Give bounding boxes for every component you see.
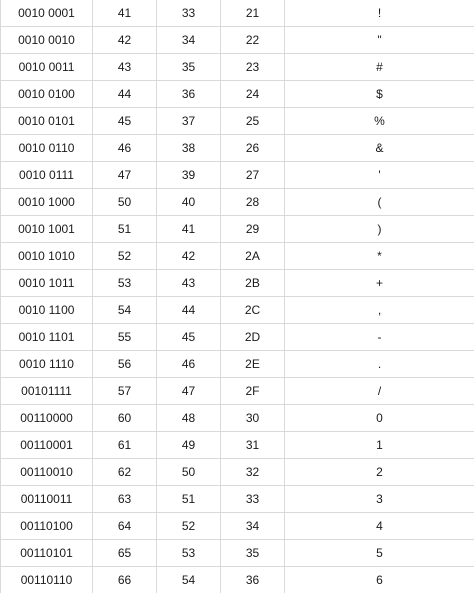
hex-cell: 24	[221, 81, 285, 108]
octal-cell: 47	[93, 162, 157, 189]
table-row	[1, 405, 474, 432]
hex-cell: 34	[221, 513, 285, 540]
glyph-cell: $	[285, 81, 474, 108]
decimal-cell: 46	[157, 351, 221, 378]
binary-cell: 00101111	[1, 378, 93, 405]
table-row	[1, 108, 474, 135]
hex-cell: 36	[221, 567, 285, 593]
binary-cell: 0010 0001	[1, 0, 93, 27]
table-row	[1, 378, 474, 405]
binary-cell: 0010 0101	[1, 108, 93, 135]
hex-cell: 2B	[221, 270, 285, 297]
glyph-cell: "	[285, 27, 474, 54]
octal-cell: 64	[93, 513, 157, 540]
decimal-cell: 54	[157, 567, 221, 593]
hex-cell: 21	[221, 0, 285, 27]
decimal-cell: 47	[157, 378, 221, 405]
table-row	[1, 324, 474, 351]
glyph-cell: %	[285, 108, 474, 135]
decimal-cell: 39	[157, 162, 221, 189]
glyph-cell: 6	[285, 567, 474, 593]
binary-cell: 00110011	[1, 486, 93, 513]
octal-cell: 52	[93, 243, 157, 270]
glyph-cell: 1	[285, 432, 474, 459]
decimal-cell: 50	[157, 459, 221, 486]
binary-cell: 0010 1010	[1, 243, 93, 270]
table-row	[1, 567, 474, 593]
octal-cell: 46	[93, 135, 157, 162]
octal-cell: 62	[93, 459, 157, 486]
binary-cell: 0010 1100	[1, 297, 93, 324]
table-row	[1, 135, 474, 162]
binary-cell: 00110001	[1, 432, 93, 459]
glyph-cell: 3	[285, 486, 474, 513]
table-row	[1, 513, 474, 540]
table-row	[1, 270, 474, 297]
binary-cell: 0010 1000	[1, 189, 93, 216]
table-row	[1, 189, 474, 216]
hex-cell: 29	[221, 216, 285, 243]
table-row	[1, 216, 474, 243]
binary-cell: 0010 1001	[1, 216, 93, 243]
decimal-cell: 38	[157, 135, 221, 162]
glyph-cell: /	[285, 378, 474, 405]
decimal-cell: 43	[157, 270, 221, 297]
table-row	[1, 351, 474, 378]
hex-cell: 23	[221, 54, 285, 81]
octal-cell: 60	[93, 405, 157, 432]
hex-cell: 26	[221, 135, 285, 162]
decimal-cell: 52	[157, 513, 221, 540]
table-row	[1, 486, 474, 513]
decimal-cell: 36	[157, 81, 221, 108]
binary-cell: 0010 0100	[1, 81, 93, 108]
octal-cell: 43	[93, 54, 157, 81]
binary-cell: 0010 1101	[1, 324, 93, 351]
binary-cell: 00110100	[1, 513, 93, 540]
decimal-cell: 53	[157, 540, 221, 567]
hex-cell: 2D	[221, 324, 285, 351]
glyph-cell: 4	[285, 513, 474, 540]
hex-cell: 22	[221, 27, 285, 54]
hex-cell: 27	[221, 162, 285, 189]
hex-cell: 25	[221, 108, 285, 135]
octal-cell: 65	[93, 540, 157, 567]
decimal-cell: 33	[157, 0, 221, 27]
binary-cell: 0010 1011	[1, 270, 93, 297]
glyph-cell: 0	[285, 405, 474, 432]
hex-cell: 35	[221, 540, 285, 567]
octal-cell: 53	[93, 270, 157, 297]
table-row	[1, 297, 474, 324]
glyph-cell: !	[285, 0, 474, 27]
table-row	[1, 27, 474, 54]
table-row	[1, 432, 474, 459]
hex-cell: 2F	[221, 378, 285, 405]
octal-cell: 61	[93, 432, 157, 459]
glyph-cell: &	[285, 135, 474, 162]
table-row	[1, 0, 474, 27]
decimal-cell: 45	[157, 324, 221, 351]
decimal-cell: 51	[157, 486, 221, 513]
glyph-cell: )	[285, 216, 474, 243]
glyph-cell: #	[285, 54, 474, 81]
decimal-cell: 40	[157, 189, 221, 216]
hex-cell: 33	[221, 486, 285, 513]
table-row	[1, 54, 474, 81]
hex-cell: 30	[221, 405, 285, 432]
binary-cell: 0010 0011	[1, 54, 93, 81]
glyph-cell: ,	[285, 297, 474, 324]
octal-cell: 51	[93, 216, 157, 243]
decimal-cell: 37	[157, 108, 221, 135]
binary-cell: 00110010	[1, 459, 93, 486]
hex-cell: 28	[221, 189, 285, 216]
octal-cell: 41	[93, 0, 157, 27]
octal-cell: 42	[93, 27, 157, 54]
binary-cell: 0010 0010	[1, 27, 93, 54]
glyph-cell: +	[285, 270, 474, 297]
octal-cell: 55	[93, 324, 157, 351]
octal-cell: 44	[93, 81, 157, 108]
octal-cell: 56	[93, 351, 157, 378]
table-row	[1, 81, 474, 108]
octal-cell: 54	[93, 297, 157, 324]
binary-cell: 0010 0110	[1, 135, 93, 162]
decimal-cell: 42	[157, 243, 221, 270]
octal-cell: 50	[93, 189, 157, 216]
glyph-cell: *	[285, 243, 474, 270]
decimal-cell: 34	[157, 27, 221, 54]
hex-cell: 31	[221, 432, 285, 459]
table-row	[1, 162, 474, 189]
decimal-cell: 48	[157, 405, 221, 432]
decimal-cell: 41	[157, 216, 221, 243]
table-row	[1, 243, 474, 270]
binary-cell: 00110110	[1, 567, 93, 593]
hex-cell: 2C	[221, 297, 285, 324]
hex-cell: 2A	[221, 243, 285, 270]
hex-cell: 32	[221, 459, 285, 486]
decimal-cell: 44	[157, 297, 221, 324]
octal-cell: 66	[93, 567, 157, 593]
glyph-cell: '	[285, 162, 474, 189]
decimal-cell: 35	[157, 54, 221, 81]
binary-cell: 00110101	[1, 540, 93, 567]
octal-cell: 57	[93, 378, 157, 405]
binary-cell: 0010 1110	[1, 351, 93, 378]
table-row	[1, 459, 474, 486]
binary-cell: 0010 0111	[1, 162, 93, 189]
hex-cell: 2E	[221, 351, 285, 378]
glyph-cell: .	[285, 351, 474, 378]
decimal-cell: 49	[157, 432, 221, 459]
octal-cell: 45	[93, 108, 157, 135]
glyph-cell: -	[285, 324, 474, 351]
glyph-cell: (	[285, 189, 474, 216]
table-row	[1, 540, 474, 567]
glyph-cell: 2	[285, 459, 474, 486]
octal-cell: 63	[93, 486, 157, 513]
binary-cell: 00110000	[1, 405, 93, 432]
glyph-cell: 5	[285, 540, 474, 567]
